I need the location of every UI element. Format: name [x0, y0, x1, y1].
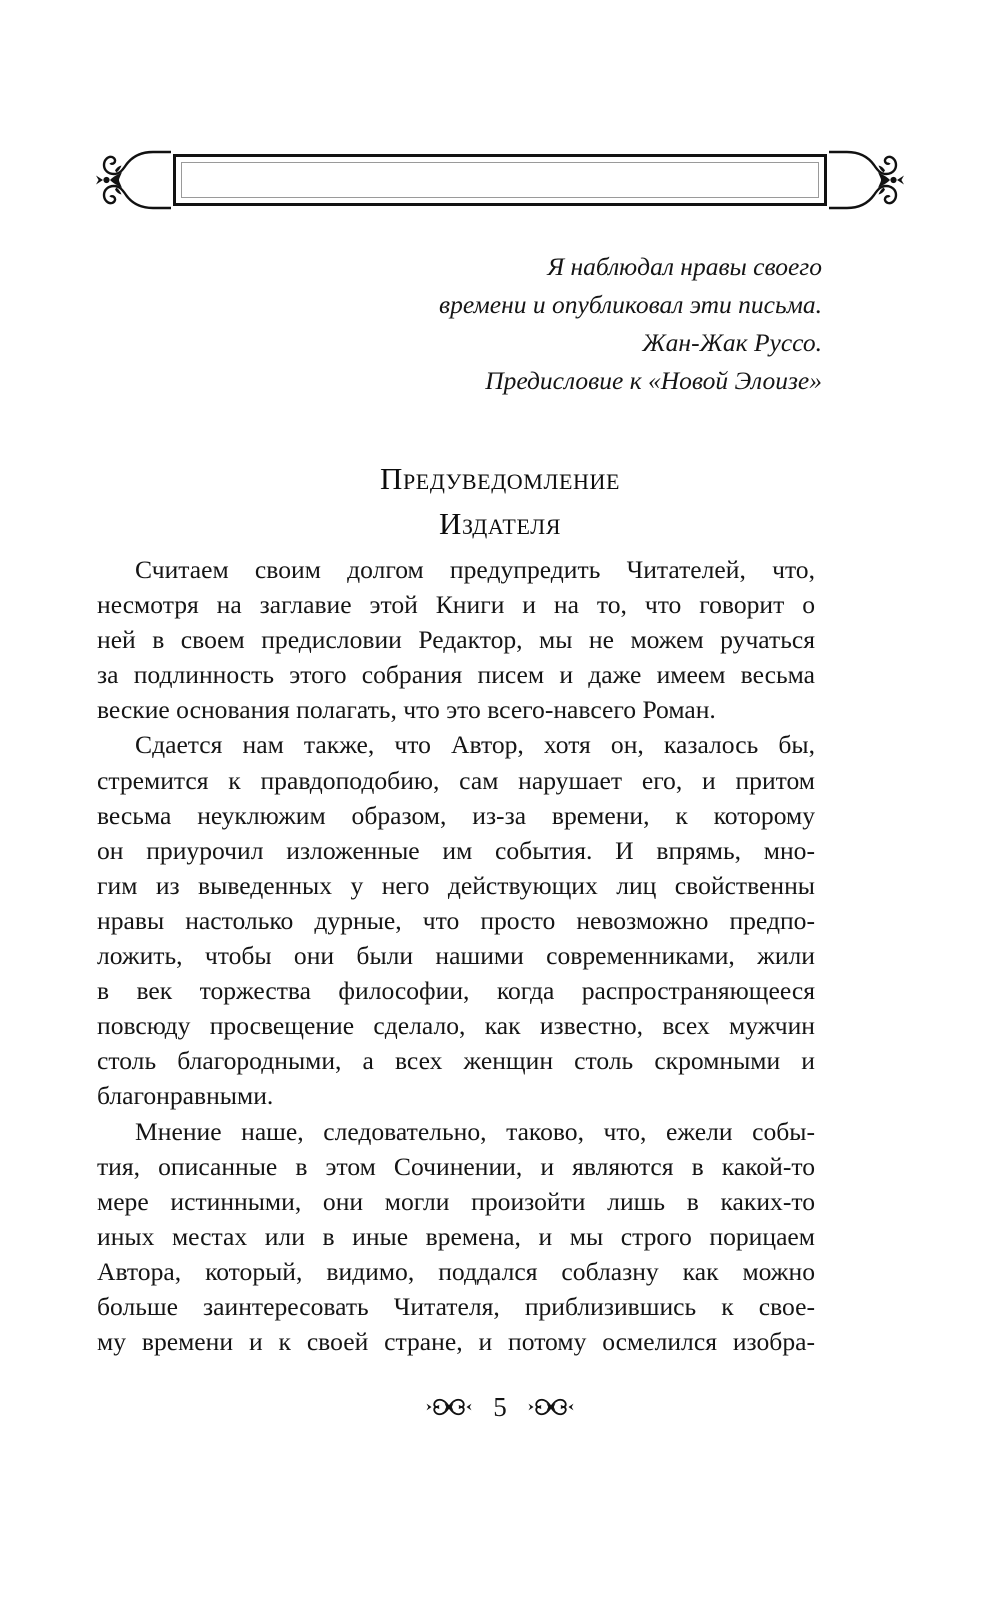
paragraph-2-line-8: в век торжества философии, когда распространяющееся	[97, 976, 815, 1006]
paragraph-2-line-2: стремится к правдоподобию, сам нарушает его, и притом	[97, 765, 815, 795]
paragraph-3-line-3: мере истинными, они могли произойти лишь в каких-то	[97, 1186, 815, 1216]
epigraph-line-1: Я наблюдал нравы своего	[547, 252, 822, 281]
header-rule-bar-inner	[181, 162, 819, 198]
paragraph-3-line-6: больше заинтересовать Читателя, приблизившись к свое-	[97, 1291, 815, 1321]
body-text	[97, 552, 815, 1359]
paragraph-2-line-4: он приурочил изложенные им события. И впрямь, мно-	[97, 835, 815, 865]
scroll-fleuron-ornament-left-icon	[95, 146, 173, 214]
paragraph-1-line-4: за подлинность этого собрания писем и даже имеем весьма	[97, 660, 815, 690]
epigraph-source: Предисловие к «Новой Элоизе»	[485, 366, 822, 395]
paragraph-2-line-1	[97, 727, 815, 762]
page-title-line-2: Издателя	[438, 506, 561, 541]
paragraph-3-line-1-text: Мнение наше, следовательно, таково, что, ежели собы-	[135, 1116, 815, 1146]
paragraph-3-line-5: Автора, который, видимо, поддался соблазну как можно	[97, 1256, 815, 1286]
epigraph-attribution: Жан-Жак Руссо.	[642, 328, 822, 357]
paragraph-3-line-1	[97, 1114, 815, 1149]
paragraph-2-line-3: весьма неуклюжим образом, из-за времени, к которому	[97, 800, 815, 830]
epigraph	[262, 248, 822, 400]
header-ornament	[95, 146, 905, 214]
paragraph-2-line-5: гим из выведенных у него действующих лиц свойственны	[97, 870, 815, 900]
paragraph-2-line-10: столь благородными, а всех женщин столь скромными и	[97, 1046, 815, 1076]
paragraph-1-line-3: ней в своем предисловии Редактор, мы не можем ручаться	[97, 625, 815, 655]
fleuron-ornament-left-icon	[426, 1394, 472, 1420]
paragraph-1-line-2: несмотря на заглавие этой Книги и на то, что говорит о	[97, 590, 815, 620]
paragraph-2-line-9: повсюду просвещение сделало, как известно, всех мужчин	[97, 1011, 815, 1041]
page-title	[0, 456, 1000, 546]
header-rule-bar	[173, 154, 827, 206]
paragraph-2-line-11: благонравными.	[97, 1081, 274, 1111]
paragraph-3-line-7: му времени и к своей стране, и потому осмелился изобра-	[97, 1327, 815, 1357]
paragraph-2	[97, 727, 815, 1113]
paragraph-1-line-1-text: Считаем своим долгом предупредить Читателей, что,	[135, 555, 815, 584]
paragraph-3-line-2: тия, описанные в этом Сочинении, и являются в какой-то	[97, 1151, 815, 1181]
paragraph-3	[97, 1114, 815, 1360]
scroll-fleuron-ornament-right-icon	[827, 146, 905, 214]
page-title-line-1: Предуведомление	[379, 461, 621, 496]
page-footer	[0, 1392, 1000, 1422]
fleuron-ornament-right-icon	[528, 1394, 574, 1420]
paragraph-2-line-1-text: Сдается нам также, что Автор, хотя он, казалось бы,	[135, 730, 815, 760]
paragraph-2-line-7: ложить, чтобы они были нашими современниками, жили	[97, 941, 815, 971]
paragraph-2-line-6: нравы настолько дурные, что просто невозможно предпо-	[97, 905, 815, 935]
paragraph-1-line-1	[97, 552, 815, 587]
page-number: 5	[493, 1392, 507, 1422]
epigraph-line-2: времени и опубликовал эти письма.	[439, 290, 822, 319]
paragraph-1	[97, 552, 815, 727]
paragraph-1-line-5: веские основания полагать, что это всего-навсего Роман.	[97, 695, 716, 725]
paragraph-3-line-4: иных местах или в иные времена, и мы строго порицаем	[97, 1221, 815, 1251]
